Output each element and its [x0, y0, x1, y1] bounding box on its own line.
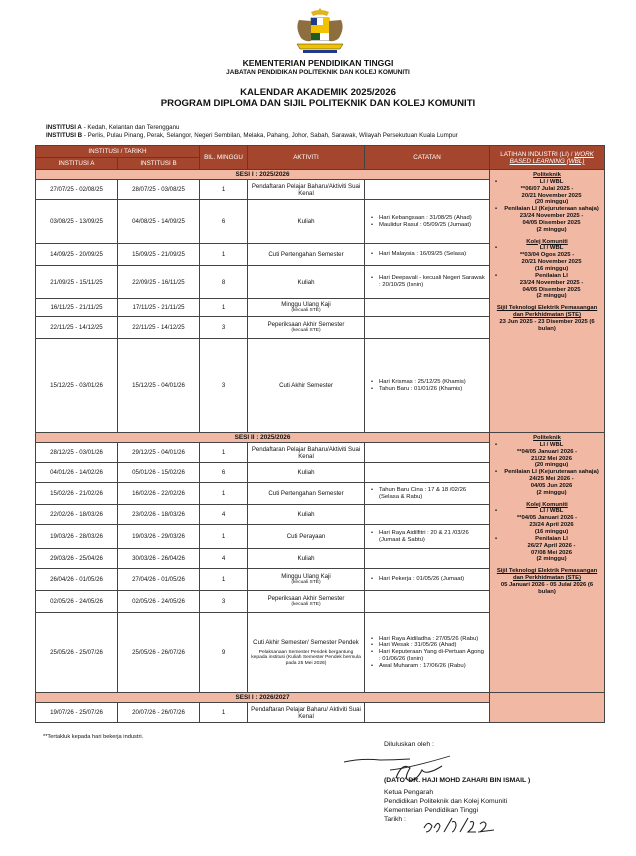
activity-note: Pelaksanaan Semester Pendek bergantung kepada institusi (Kuliah Semester Pendek bermula pada 25 Mei 2026) — [251, 649, 361, 666]
approved-by-label: Diluluskan oleh : — [384, 741, 434, 748]
holiday-note: • Awal Muharam : 17/06/26 (Rabu) — [367, 663, 487, 670]
institution-a-line — [46, 124, 179, 131]
date-institusi-a: 19/03/26 - 28/03/26 — [36, 525, 118, 549]
notes — [365, 613, 490, 693]
li-bullet: • Penilaian LI (Kejuruteraan sahaja) — [492, 206, 602, 213]
date-institusi-a: 16/11/25 - 21/11/25 — [36, 299, 118, 317]
signatory-name: (DATO' DR. HAJI MOHD ZAHARI BIN ISMAIL ) — [384, 777, 531, 784]
li-panel-sesi-1 — [490, 170, 605, 433]
li-politeknik-heading: Politeknik — [533, 435, 561, 441]
notes — [365, 463, 490, 483]
activity: Kuliah — [248, 549, 365, 569]
date-institusi-a: 25/05/26 - 25/07/26 — [36, 613, 118, 693]
activity — [248, 317, 365, 339]
li-politeknik-heading: Politeknik — [533, 172, 561, 178]
activity: Cuti Pertengahan Semester — [248, 483, 365, 505]
activity — [248, 569, 365, 591]
date-institusi-b: 15/09/25 - 21/09/25 — [118, 244, 200, 266]
date-institusi-a: 02/05/26 - 24/05/26 — [36, 591, 118, 613]
header-wbl-text: WORK BASED LEARNING (WBL) — [509, 150, 594, 165]
date-institusi-b: 30/03/26 - 26/04/26 — [118, 549, 200, 569]
li-bullet: • LI / WBL — [492, 245, 602, 252]
header-institusi-b: INSTITUSI B — [118, 158, 200, 170]
activity: Cuti Pertengahan Semester — [248, 244, 365, 266]
header-institusi: INSTITUSI / TARIKH — [36, 146, 200, 158]
date-institusi-b: 25/05/26 - 26/07/26 — [118, 613, 200, 693]
holiday-note: • Hari Pekerja : 01/05/26 (Jumaat) — [367, 576, 487, 583]
li-text: (16 minggu) — [534, 265, 569, 272]
li-text: 05 Januari 2026 - 05 Julai 2026 (6 bulan) — [500, 581, 594, 595]
holiday-note: • Tahun Baru : 01/01/26 (Khamis) — [367, 386, 487, 393]
date-institusi-a: 04/01/26 - 14/02/26 — [36, 463, 118, 483]
footnote: **Tertakluk kepada hari bekerja industri. — [43, 734, 144, 740]
li-panel-sesi-2 — [490, 433, 605, 693]
date-institusi-a: 14/09/25 - 20/09/25 — [36, 244, 118, 266]
institution-b-line — [46, 132, 458, 139]
li-text: (16 minggu) — [534, 528, 569, 535]
date-institusi-b: 23/02/26 - 18/03/26 — [118, 505, 200, 525]
week-count: 1 — [200, 569, 248, 591]
activity: Cuti Perayaan — [248, 525, 365, 549]
week-count: 1 — [200, 299, 248, 317]
li-bullet: • LI / WBL — [492, 179, 602, 186]
li-text: (2 minggu) — [536, 293, 567, 300]
li-text: 21/22 Mei 2026 — [531, 455, 572, 462]
week-count: 4 — [200, 549, 248, 569]
li-ste-heading: Sijil Teknologi Elektrik Pemasangan dan Perkhidmatan (STE) — [496, 305, 598, 319]
date-institusi-b: 02/05/26 - 24/05/26 — [118, 591, 200, 613]
date-institusi-a: 28/12/25 - 03/01/26 — [36, 443, 118, 463]
activity — [248, 591, 365, 613]
notes — [365, 200, 490, 244]
li-text: **03/04 Ogos 2025 - — [519, 252, 575, 259]
li-text: 04/05 Disember 2025 — [522, 219, 581, 226]
activity-note: (kecuali STE) — [291, 580, 321, 586]
li-text: 23/24 November 2025 - — [519, 279, 584, 286]
week-count: 1 — [200, 244, 248, 266]
date-institusi-b: 20/07/26 - 26/07/26 — [118, 703, 200, 723]
week-count: 1 — [200, 703, 248, 723]
sesi-2-banner: SESI II : 2025/2026 — [36, 433, 490, 443]
signatory-role: Ketua Pengarah — [384, 789, 434, 796]
date-institusi-b: 15/12/25 - 04/01/26 — [118, 339, 200, 433]
li-text: 26/27 April 2026 - — [527, 542, 576, 549]
activity-label: Minggu Ulang Kaji — [281, 301, 331, 309]
signatory-ministry: Kementerian Pendidikan Tinggi — [384, 807, 479, 814]
date-institusi-b: 16/02/26 - 22/02/26 — [118, 483, 200, 505]
date-institusi-b: 27/04/26 - 01/05/26 — [118, 569, 200, 591]
activity — [248, 299, 365, 317]
li-text: 20/21 November 2025 — [521, 192, 582, 199]
notes — [365, 180, 490, 200]
date-institusi-a: 26/04/26 - 01/05/26 — [36, 569, 118, 591]
week-count: 6 — [200, 200, 248, 244]
week-count: 3 — [200, 339, 248, 433]
header-aktiviti: AKTIVITI — [248, 146, 365, 170]
li-bullet: • LI / WBL — [492, 508, 602, 515]
sesi-1-banner: SESI I : 2025/2026 — [36, 170, 490, 180]
activity: Pendaftaran Pelajar Baharu/ Aktiviti Suai Kenal — [248, 703, 365, 723]
calendar-subtitle: PROGRAM DIPLOMA DAN SIJIL POLITEKNIK DAN KOLEJ KOMUNITI — [160, 98, 476, 109]
activity: Kuliah — [248, 463, 365, 483]
ministry-title: KEMENTERIAN PENDIDIKAN TINGGI — [242, 58, 394, 68]
li-ste-heading: Sijil Teknologi Elektrik Pemasangan dan Perkhidmatan (STE) — [496, 568, 598, 582]
date-institusi-b: 28/07/25 - 03/08/25 — [118, 180, 200, 200]
date-institusi-b: 19/03/26 - 29/03/26 — [118, 525, 200, 549]
activity-label: Peperiksaan Akhir Semester — [267, 321, 345, 329]
header-institusi-a: INSTITUSI A — [36, 158, 118, 170]
date-institusi-a: 22/02/26 - 18/03/26 — [36, 505, 118, 525]
date-institusi-b: 17/11/25 - 21/11/25 — [118, 299, 200, 317]
notes — [365, 299, 490, 317]
holiday-note: • Hari Malaysia : 16/09/25 (Selasa) — [367, 251, 487, 258]
header-latihan-industri — [490, 146, 605, 170]
date-institusi-a: 29/03/26 - 25/04/26 — [36, 549, 118, 569]
li-text: (20 minggu) — [534, 199, 569, 206]
week-count: 1 — [200, 483, 248, 505]
activity-label: Minggu Ulang Kaji — [281, 573, 331, 581]
li-text: (20 minggu) — [534, 462, 569, 469]
academic-calendar-table — [35, 145, 605, 723]
activity-note: (kecuali STE) — [291, 308, 321, 314]
week-count: 4 — [200, 505, 248, 525]
li-text: 23/24 April 2026 — [529, 522, 574, 529]
holiday-note: • Hari Kebangsaan : 31/08/25 (Ahad) — [367, 215, 487, 222]
activity-label: Peperiksaan Akhir Semester — [267, 595, 345, 603]
notes — [365, 549, 490, 569]
holiday-note: • Hari Krismas : 25/12/25 (Khamis) — [367, 379, 487, 386]
header-li-text: LATIHAN INDUSTRI (LI) / — [500, 150, 575, 158]
date-institusi-b: 22/09/25 - 16/11/25 — [118, 266, 200, 299]
date-institusi-b: 04/08/25 - 14/09/25 — [118, 200, 200, 244]
week-count: 3 — [200, 317, 248, 339]
date-institusi-a: 22/11/25 - 14/12/25 — [36, 317, 118, 339]
sesi-3-banner: SESI I : 2026/2027 — [36, 693, 490, 703]
header-bil-minggu: BIL. MINGGU — [200, 146, 248, 170]
li-text: (2 minggu) — [536, 556, 567, 563]
holiday-note: • Hari Raya Aidiladha : 27/05/26 (Rabu) — [367, 636, 487, 643]
activity: Kuliah — [248, 505, 365, 525]
signatory-department: Pendidikan Politeknik dan Kolej Komuniti — [384, 798, 508, 805]
li-text: 07/08 Mei 2026 — [531, 549, 572, 556]
notes — [365, 317, 490, 339]
date-institusi-a: 21/09/25 - 15/11/25 — [36, 266, 118, 299]
date-institusi-a: 27/07/25 - 02/08/25 — [36, 180, 118, 200]
date-label: Tarikh : — [384, 816, 406, 823]
li-bullet: • Penilaian LI — [492, 273, 602, 280]
date-institusi-a: 03/08/25 - 13/09/25 — [36, 200, 118, 244]
holiday-note: • Hari Deepavali - kecuali Negeri Sarawak : 20/10/25 (Isnin) — [367, 275, 487, 289]
activity — [248, 613, 365, 693]
li-text: 23/24 November 2025 - — [519, 213, 584, 220]
date-institusi-a: 15/02/26 - 21/02/26 — [36, 483, 118, 505]
notes — [365, 266, 490, 299]
calendar-title: KALENDAR AKADEMIK 2025/2026 — [240, 87, 396, 98]
notes — [365, 244, 490, 266]
li-kolej-komuniti-heading: Kolej Komuniti — [526, 238, 568, 245]
activity-note: (kecuali STE) — [291, 328, 321, 334]
notes — [365, 703, 490, 723]
li-text: **04/05 Januari 2026 - — [516, 515, 578, 522]
activity-label: Cuti Akhir Semester/ Semester Pendek — [253, 638, 359, 646]
notes — [365, 339, 490, 433]
institution-a-states: - Kedah, Kelantan dan Terengganu — [81, 124, 180, 131]
li-bullet: • LI / WBL — [492, 442, 602, 449]
li-text: (2 minggu) — [536, 489, 567, 496]
li-text: 04/05 Jun 2026 — [530, 482, 573, 489]
holiday-note: • Maulidur Rasul : 05/09/25 (Jumaat) — [367, 222, 487, 229]
holiday-note: • Hari Wesak : 31/05/26 (Ahad) — [367, 642, 487, 649]
date-institusi-b: 22/11/25 - 14/12/25 — [118, 317, 200, 339]
week-count: 1 — [200, 443, 248, 463]
li-text: 24/25 Mei 2026 - — [529, 476, 574, 483]
week-count: 3 — [200, 591, 248, 613]
activity: Kuliah — [248, 200, 365, 244]
li-bullet: • Penilaian LI — [492, 536, 602, 543]
week-count: 9 — [200, 613, 248, 693]
notes — [365, 591, 490, 613]
li-text: 20/21 November 2025 — [521, 259, 582, 266]
institution-b-label: INSTITUSI B — [46, 132, 83, 139]
holiday-note: • Tahun Baru Cina : 17 & 18 /02/26 (Selasa & Rabu) — [367, 487, 487, 501]
activity: Pendaftaran Pelajar Baharu/Aktiviti Suai Kenal — [248, 443, 365, 463]
notes — [365, 483, 490, 505]
li-text: 23 Jun 2025 - 23 Disember 2025 (6 bulan) — [499, 318, 595, 332]
li-text: (2 minggu) — [536, 226, 567, 233]
li-text: 04/05 Disember 2025 — [522, 286, 581, 293]
notes — [365, 525, 490, 549]
li-kolej-komuniti-heading: Kolej Komuniti — [526, 501, 568, 508]
handwritten-date-icon — [420, 812, 500, 836]
week-count: 8 — [200, 266, 248, 299]
li-text: **04/05 Januari 2026 - — [516, 448, 578, 455]
coat-of-arms-icon — [289, 6, 351, 56]
notes — [365, 505, 490, 525]
activity: Cuti Akhir Semester — [248, 339, 365, 433]
li-panel-sesi-3 — [490, 693, 605, 723]
li-bullet: • Penilaian LI (Kejuruteraan sahaja) — [492, 469, 602, 476]
holiday-note: • Hari Raya Aidilfitri : 20 & 21 /03/26 (Jumaat & Sabtu) — [367, 530, 487, 544]
date-institusi-b: 05/01/26 - 15/02/26 — [118, 463, 200, 483]
date-institusi-b: 29/12/25 - 04/01/26 — [118, 443, 200, 463]
notes — [365, 569, 490, 591]
department-title: JABATAN PENDIDIKAN POLITEKNIK DAN KOLEJ KOMUNITI — [226, 69, 410, 76]
holiday-note: • Hari Keputeraan Yang di-Pertuan Agong : 01/06/26 (Isnin) — [367, 649, 487, 663]
date-institusi-a: 15/12/25 - 03/01/26 — [36, 339, 118, 433]
week-count: 6 — [200, 463, 248, 483]
header-catatan: CATATAN — [365, 146, 490, 170]
li-text: **06/07 Julai 2025 - — [520, 185, 574, 192]
activity: Pendaftaran Pelajar Baharu/Aktiviti Suai Kenal — [248, 180, 365, 200]
activity-note: (kecuali STE) — [291, 602, 321, 608]
institution-a-label: INSTITUSI A — [46, 124, 82, 131]
institution-b-states: - Perlis, Pulau Pinang, Perak, Selangor, Negeri Sembilan, Melaka, Pahang, Johor, Sabah, Sarawak, Wilayah Persekutuan Kuala Lumpur — [82, 132, 458, 139]
activity: Kuliah — [248, 266, 365, 299]
date-institusi-a: 19/07/26 - 25/07/26 — [36, 703, 118, 723]
week-count: 1 — [200, 180, 248, 200]
week-count: 1 — [200, 525, 248, 549]
notes — [365, 443, 490, 463]
